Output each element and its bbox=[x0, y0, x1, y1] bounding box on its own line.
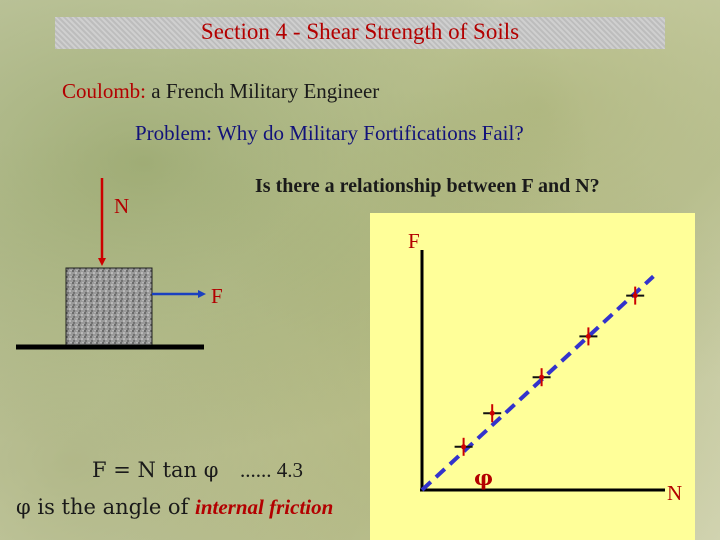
graph-marks bbox=[422, 276, 653, 490]
equation-formula bbox=[92, 458, 218, 483]
normal-force-label: N bbox=[114, 194, 130, 218]
equation-formula-text: F = N tan φ bbox=[92, 458, 219, 482]
phi-definition bbox=[16, 495, 333, 520]
data-point-5 bbox=[626, 287, 644, 305]
problem-statement: Problem: Why do Military Fortifications Fail? bbox=[135, 121, 524, 145]
friction-angle-label: φ bbox=[474, 465, 494, 490]
question-text: Is there a relationship between F and N? bbox=[255, 175, 600, 197]
phi-definition-emphasis: internal friction bbox=[195, 495, 334, 519]
soil-block bbox=[66, 268, 152, 346]
phi-definition-prefix: φ is the angle of bbox=[16, 495, 196, 519]
graph-x-axis-label: N bbox=[667, 481, 683, 505]
equation-number: ...... 4.3 bbox=[240, 458, 303, 482]
trend-line bbox=[422, 276, 653, 490]
slide-title: Section 4 - Shear Strength of Soils bbox=[200, 19, 520, 44]
shear-force-label: F bbox=[211, 284, 223, 308]
data-point-1 bbox=[455, 438, 473, 456]
graph-y-axis-label: F bbox=[408, 229, 420, 253]
coulomb-description: a French Military Engineer bbox=[151, 79, 380, 103]
coulomb-label: Coulomb: bbox=[62, 79, 147, 103]
